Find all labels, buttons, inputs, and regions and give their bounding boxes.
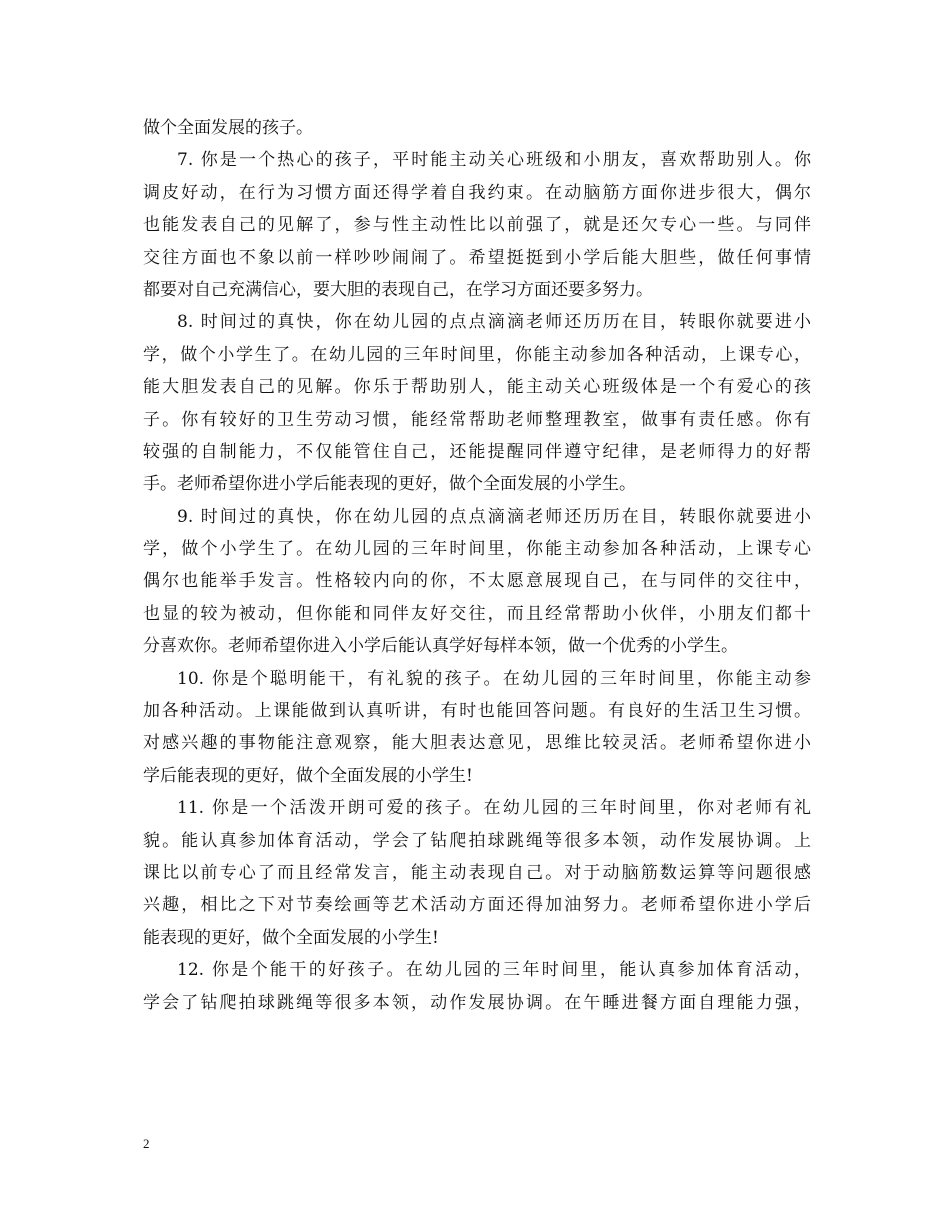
text-line: 对感兴趣的事物能注意观察，能大胆表达意见，思维比较灵活。老师希望你进小 [143,733,811,754]
text-line: 7. 你是一个热心的孩子，平时能主动关心班级和小朋友，喜欢帮助别人。你 [177,150,811,171]
text-line: 较强的自制能力，不仅能管住自己，还能提醒同伴遵守纪律，是老师得力的好帮 [143,441,811,462]
document-body [143,112,811,1019]
text-line: 学后能表现的更好，做个全面发展的小学生! [143,765,473,786]
text-line: 分喜欢你。老师希望你进入小学后能认真学好每样本领，做一个优秀的小学生。 [143,636,738,657]
text-line: 也能发表自己的见解了，参与性主动性比以前强了，就是还欠专心一些。与同伴 [143,215,811,236]
text-line: 10. 你是个聪明能干，有礼貌的孩子。在幼儿园的三年时间里，你能主动参 [177,668,811,689]
text-line: 调皮好动，在行为习惯方面还得学着自我约束。在动脑筋方面你进步很大，偶尔 [143,182,811,203]
text-line: 学，做个小学生了。在幼儿园的三年时间里，你能主动参加各种活动，上课专心 [143,539,811,560]
text-line: 加各种活动。上课能做到认真听讲，有时也能回答问题。有良好的生活卫生习惯。 [143,701,811,722]
text-line: 学，做个小学生了。在幼儿园的三年时间里，你能主动参加各种活动，上课专心， [143,344,811,365]
text-line: 兴趣，相比之下对节奏绘画等艺术活动方面还得加油努力。老师希望你进小学后 [143,895,811,916]
text-line: 9. 时间过的真快，你在幼儿园的点点滴滴老师还历历在目，转眼你就要进小 [177,506,811,527]
text-line: 子。你有较好的卫生劳动习惯，能经常帮助老师整理教室，做事有责任感。你有 [143,409,811,430]
text-line: 12. 你是个能干的好孩子。在幼儿园的三年时间里，能认真参加体育活动， [177,960,811,981]
text-line: 做个全面发展的孩子。 [143,118,313,138]
text-line: 课比以前专心了而且经常发言，能主动表现自己。对于动脑筋数运算等问题很感 [143,862,811,883]
text-line: 8. 时间过的真快，你在幼儿园的点点滴滴老师还历历在目，转眼你就要进小 [177,312,811,333]
text-line: 也显的较为被动，但你能和同伴友好交往，而且经常帮助小伙伴，小朋友们都十 [143,603,811,624]
text-line: 貌。能认真参加体育活动，学会了钻爬拍球跳绳等很多本领，动作发展协调。上 [143,830,811,851]
text-line: 偶尔也能举手发言。性格较内向的你，不太愿意展现自己，在与同伴的交往中， [143,571,811,592]
text-line: 能大胆发表自己的见解。你乐于帮助别人，能主动关心班级体是一个有爱心的孩 [143,377,811,398]
text-line: 11. 你是一个活泼开朗可爱的孩子。在幼儿园的三年时间里，你对老师有礼 [177,798,811,819]
text-line: 学会了钻爬拍球跳绳等很多本领，动作发展协调。在午睡进餐方面自理能力强， [143,992,811,1013]
text-line: 都要对自己充满信心，要大胆的表现自己，在学习方面还要多努力。 [143,279,653,300]
text-line: 能表现的更好，做个全面发展的小学生! [143,927,439,948]
page-number: 2 [143,1136,150,1151]
text-line: 交往方面也不象以前一样吵吵闹闹了。希望挺挺到小学后能大胆些，做任何事情 [143,247,811,268]
text-line: 手。老师希望你进小学后能表现的更好，做个全面发展的小学生。 [143,474,636,495]
